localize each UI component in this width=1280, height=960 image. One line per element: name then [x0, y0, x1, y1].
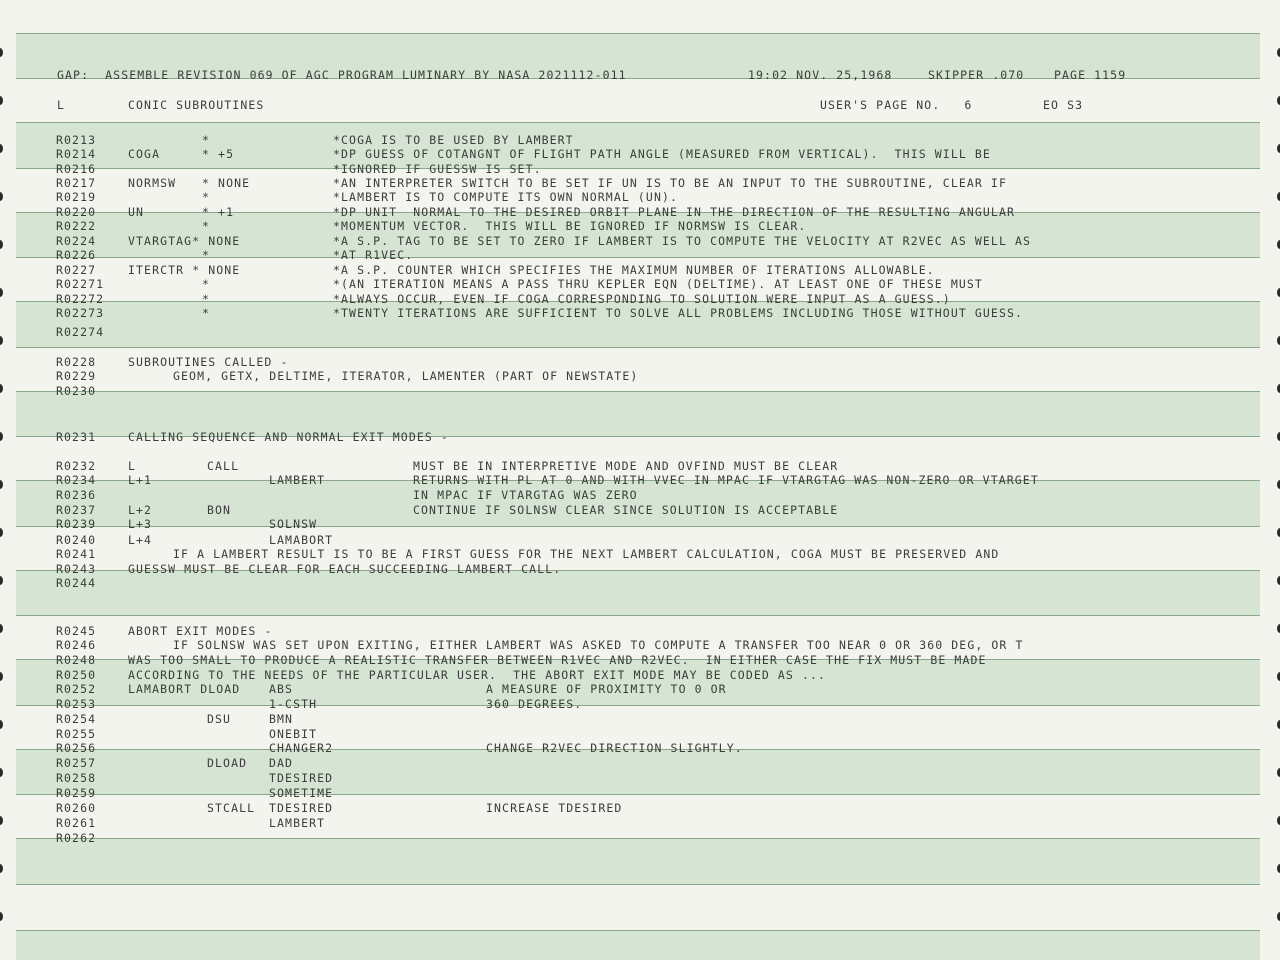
- line-text: MUST BE IN INTERPRETIVE MODE AND OVFIND MUST BE CLEAR: [413, 459, 839, 473]
- listing-line: [0, 712, 1280, 726]
- listing-line: [0, 801, 1280, 815]
- line-text: DLOAD: [207, 756, 248, 770]
- listing-line: [0, 248, 1280, 262]
- line-id: R0232: [56, 459, 97, 473]
- line-text: LAMABORT DLOAD: [128, 682, 241, 696]
- listing-line: [0, 459, 1280, 473]
- skipper-label: SKIPPER .070: [928, 68, 1025, 82]
- listing-line: [0, 727, 1280, 741]
- line-id: R0245: [56, 624, 97, 638]
- line-text: *COGA IS TO BE USED BY LAMBERT: [333, 133, 574, 147]
- line-id: R0260: [56, 801, 97, 815]
- line-text: 1-CSTH: [269, 697, 318, 711]
- listing-line: [0, 473, 1280, 487]
- line-text: CHANGE R2VEC DIRECTION SLIGHTLY.: [486, 741, 743, 755]
- line-text: ACCORDING TO THE NEEDS OF THE PARTICULAR USER. THE ABORT EXIT MODE MAY BE CODED AS ...: [128, 668, 827, 682]
- line-text: *AN INTERPRETER SWITCH TO BE SET IF UN IS TO BE AN INPUT TO THE SUBROUTINE, CLEAR IF: [333, 176, 1007, 190]
- line-text: *(AN ITERATION MEANS A PASS THRU KEPLER EQN (DELTIME). AT LEAST ONE OF THESE MUST: [333, 277, 983, 291]
- line-id: R0239: [56, 517, 97, 531]
- line-id: R0246: [56, 638, 97, 652]
- line-text: *MOMENTUM VECTOR. THIS WILL BE IGNORED IF NORMSW IS CLEAR.: [333, 219, 807, 233]
- line-id: R0226: [56, 248, 97, 262]
- listing-line: [0, 369, 1280, 383]
- line-text: BON: [207, 503, 232, 517]
- listing-line: [0, 219, 1280, 233]
- listing-line: [0, 277, 1280, 291]
- line-text: *DP GUESS OF COTANGNT OF FLIGHT PATH ANGLE (MEASURED FROM VERTICAL). THIS WILL BE: [333, 147, 991, 161]
- line-id: R0237: [56, 503, 97, 517]
- line-id: R0216: [56, 162, 97, 176]
- line-text: VTARGTAG* NONE: [128, 234, 241, 248]
- listing-line: [0, 786, 1280, 800]
- green-band: [16, 930, 1260, 960]
- line-text: CALL: [207, 459, 240, 473]
- listing-line: [0, 831, 1280, 845]
- line-id: R0214: [56, 147, 97, 161]
- line-text: WAS TOO SMALL TO PRODUCE A REALISTIC TRANSFER BETWEEN R1VEC AND R2VEC. IN EITHER CASE THE FIX MUST BE MADE: [128, 653, 987, 667]
- line-text: IN MPAC IF VTARGTAG WAS ZERO: [413, 488, 638, 502]
- ruled-line: [16, 347, 1260, 348]
- line-text: * +5: [202, 147, 235, 161]
- line-text: *TWENTY ITERATIONS ARE SUFFICIENT TO SOLVE ALL PROBLEMS INCLUDING THOSE WITHOUT GUESS.: [333, 306, 1024, 320]
- line-text: *: [202, 248, 211, 262]
- line-text: ITERCTR * NONE: [128, 263, 241, 277]
- timestamp: 19:02 NOV. 25,1968: [748, 68, 893, 82]
- line-text: *: [202, 133, 211, 147]
- line-text: *: [202, 219, 211, 233]
- line-text: CALLING SEQUENCE AND NORMAL EXIT MODES -: [128, 430, 449, 444]
- line-text: SUBROUTINES CALLED -: [128, 355, 289, 369]
- line-id: R0231: [56, 430, 97, 444]
- line-text: *AT R1VEC.: [333, 248, 414, 262]
- line-id: R0234: [56, 473, 97, 487]
- line-text: IF A LAMBERT RESULT IS TO BE A FIRST GUESS FOR THE NEXT LAMBERT CALCULATION, COGA MUST BE PRESERVED AND: [173, 547, 1000, 561]
- line-text: LAMBERT: [269, 473, 326, 487]
- line-text: GEOM, GETX, DELTIME, ITERATOR, LAMENTER (PART OF NEWSTATE): [173, 369, 639, 383]
- line-text: ABS: [269, 682, 294, 696]
- line-id: R0229: [56, 369, 97, 383]
- line-text: CONTINUE IF SOLNSW CLEAR SINCE SOLUTION IS ACCEPTABLE: [413, 503, 839, 517]
- line-id: R0219: [56, 190, 97, 204]
- line-text: * NONE: [202, 176, 251, 190]
- line-text: TDESIRED: [269, 801, 334, 815]
- line-text: COGA: [128, 147, 161, 161]
- line-id: R0224: [56, 234, 97, 248]
- listing-line: [0, 547, 1280, 561]
- listing-line: [0, 306, 1280, 320]
- line-id: R0243: [56, 562, 97, 576]
- feed-hole: [0, 48, 3, 57]
- line-text: DAD: [269, 756, 294, 770]
- listing-line: [0, 653, 1280, 667]
- line-text: *IGNORED IF GUESSW IS SET.: [333, 162, 542, 176]
- line-id: R0217: [56, 176, 97, 190]
- line-id: R0256: [56, 741, 97, 755]
- line-text: GUESSW MUST BE CLEAR FOR EACH SUCCEEDING LAMBERT CALL.: [128, 562, 562, 576]
- ruled-line: [16, 33, 1260, 34]
- assembly-title: GAP: ASSEMBLE REVISION 069 OF AGC PROGRAM LUMINARY BY NASA 2021112-011: [57, 68, 627, 82]
- line-text: L+3: [128, 517, 153, 531]
- feed-hole: [0, 864, 3, 873]
- line-text: L: [128, 459, 137, 473]
- listing-line: [0, 517, 1280, 531]
- line-text: 360 DEGREES.: [486, 697, 583, 711]
- listing-line: [0, 741, 1280, 755]
- line-text: TDESIRED: [269, 771, 334, 785]
- line-id: R0255: [56, 727, 97, 741]
- ruled-line: [16, 884, 1260, 885]
- listing-line: [0, 263, 1280, 277]
- line-id: R02274: [56, 325, 105, 339]
- line-id: R0262: [56, 831, 97, 845]
- listing-line: [0, 488, 1280, 502]
- line-text: RETURNS WITH PL AT 0 AND WITH VVEC IN MPAC IF VTARGTAG WAS NON-ZERO OR VTARGET: [413, 473, 1039, 487]
- line-id: R0258: [56, 771, 97, 785]
- line-text: LAMBERT: [269, 816, 326, 830]
- line-text: *A S.P. COUNTER WHICH SPECIFIES THE MAXIMUM NUMBER OF ITERATIONS ALLOWABLE.: [333, 263, 935, 277]
- line-text: SOLNSW: [269, 517, 318, 531]
- line-id: R02272: [56, 292, 105, 306]
- line-text: DSU: [207, 712, 232, 726]
- line-text: *DP UNIT NORMAL TO THE DESIRED ORBIT PLANE IN THE DIRECTION OF THE RESULTING ANGULAR: [333, 205, 1016, 219]
- listing-line: [0, 697, 1280, 711]
- line-text: ABORT EXIT MODES -: [128, 624, 273, 638]
- listing-line: [0, 355, 1280, 369]
- line-text: L+4: [128, 533, 153, 547]
- line-id: R02271: [56, 277, 105, 291]
- page-number: PAGE 1159: [1054, 68, 1127, 82]
- listing-line: [0, 176, 1280, 190]
- line-id: R0244: [56, 576, 97, 590]
- line-id: R0240: [56, 533, 97, 547]
- line-text: BMN: [269, 712, 294, 726]
- line-text: *: [202, 277, 211, 291]
- listing-line: [0, 816, 1280, 830]
- line-text: *: [202, 190, 211, 204]
- listing-line: [0, 205, 1280, 219]
- line-id: R0261: [56, 816, 97, 830]
- line-text: *: [202, 292, 211, 306]
- line-text: *A S.P. TAG TO BE SET TO ZERO IF LAMBERT IS TO COMPUTE THE VELOCITY AT R2VEC AS WELL AS: [333, 234, 1032, 248]
- listing-line: [0, 668, 1280, 682]
- line-text: STCALL: [207, 801, 256, 815]
- line-id: R0230: [56, 384, 97, 398]
- line-id: R0236: [56, 488, 97, 502]
- feed-hole: [0, 912, 3, 921]
- listing-line: [0, 503, 1280, 517]
- listing-line: [0, 624, 1280, 638]
- line-id: R0241: [56, 547, 97, 561]
- line-id: R0213: [56, 133, 97, 147]
- line-text: LAMABORT: [269, 533, 334, 547]
- listing-line: [0, 562, 1280, 576]
- listing-line: [0, 234, 1280, 248]
- line-id: R0228: [56, 355, 97, 369]
- eo-label: EO S3: [1043, 98, 1084, 112]
- line-id: R0227: [56, 263, 97, 277]
- line-text: CHANGER2: [269, 741, 334, 755]
- line-id: R0254: [56, 712, 97, 726]
- listing-line: [0, 638, 1280, 652]
- line-id: R0253: [56, 697, 97, 711]
- ruled-line: [16, 615, 1260, 616]
- log-label: L: [57, 98, 66, 112]
- line-text: L+2: [128, 503, 153, 517]
- line-id: R0222: [56, 219, 97, 233]
- listing-line: [0, 430, 1280, 444]
- listing-line: [0, 190, 1280, 204]
- listing-line: [0, 576, 1280, 590]
- section-line: [0, 98, 1280, 112]
- listing-line: [0, 292, 1280, 306]
- line-text: INCREASE TDESIRED: [486, 801, 623, 815]
- line-text: *LAMBERT IS TO COMPUTE ITS OWN NORMAL (UN).: [333, 190, 679, 204]
- line-text: ONEBIT: [269, 727, 318, 741]
- line-text: *ALWAYS OCCUR, EVEN IF COGA CORRESPONDING TO SOLUTION WERE INPUT AS A GUESS.): [333, 292, 951, 306]
- ruled-line: [16, 122, 1260, 123]
- line-id: R0257: [56, 756, 97, 770]
- listing-line: [0, 533, 1280, 547]
- section-title: CONIC SUBROUTINES: [128, 98, 265, 112]
- line-id: R0250: [56, 668, 97, 682]
- line-text: IF SOLNSW WAS SET UPON EXITING, EITHER LAMBERT WAS ASKED TO COMPUTE A TRANSFER TOO NEAR 0 OR 360 DEG, OR T: [173, 638, 1024, 652]
- header-line: [0, 68, 1280, 82]
- users-page-number: USER'S PAGE NO. 6: [820, 98, 973, 112]
- line-text: A MEASURE OF PROXIMITY TO 0 OR: [486, 682, 727, 696]
- line-text: *: [202, 306, 211, 320]
- line-id: R0220: [56, 205, 97, 219]
- line-text: SOMETIME: [269, 786, 334, 800]
- line-id: R0259: [56, 786, 97, 800]
- line-text: NORMSW: [128, 176, 177, 190]
- line-id: R02273: [56, 306, 105, 320]
- listing-line: [0, 133, 1280, 147]
- line-text: L+1: [128, 473, 153, 487]
- listing-line: [0, 147, 1280, 161]
- line-text: * +1: [202, 205, 235, 219]
- listing-line: [0, 162, 1280, 176]
- listing-line: [0, 325, 1280, 339]
- listing-line: [0, 771, 1280, 785]
- ruled-line: [16, 930, 1260, 931]
- line-id: R0252: [56, 682, 97, 696]
- line-text: UN: [128, 205, 145, 219]
- line-id: R0248: [56, 653, 97, 667]
- listing-line: [0, 682, 1280, 696]
- listing-line: [0, 756, 1280, 770]
- listing-line: [0, 384, 1280, 398]
